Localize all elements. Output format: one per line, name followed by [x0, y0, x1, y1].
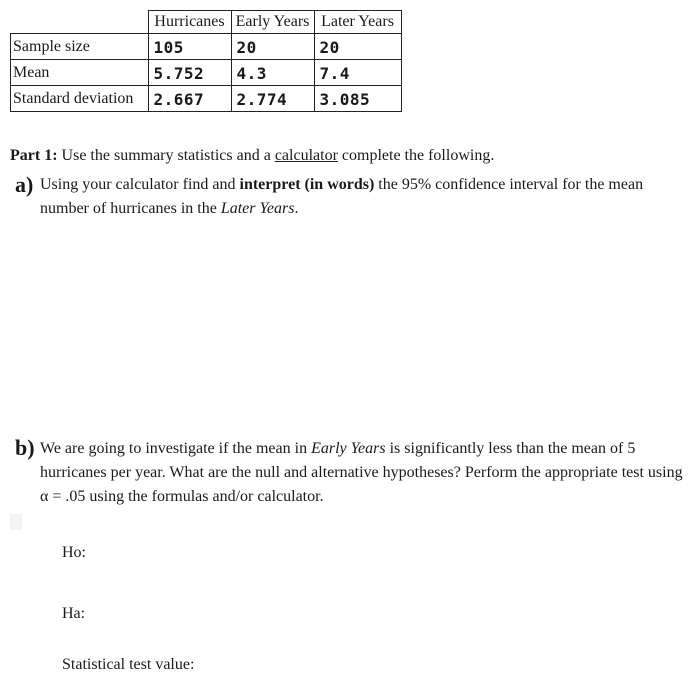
question-a-letter: a)	[15, 172, 34, 197]
cell-sample-size-later: 20	[314, 34, 401, 60]
summary-statistics-table	[10, 10, 402, 112]
table-row-mean	[11, 60, 402, 86]
null-hypothesis-label: Ho:	[62, 544, 86, 561]
column-header-hurricanes: Hurricanes	[148, 11, 231, 34]
question-a-later-years: Later Years	[220, 200, 295, 217]
part-1-text-before: Use the summary statistics and a	[57, 147, 275, 164]
cell-sd-hurricanes: 2.667	[148, 86, 231, 112]
table-corner-cell	[11, 11, 149, 34]
row-label-mean: Mean	[11, 60, 149, 86]
cell-mean-early: 4.3	[231, 60, 314, 86]
question-b-letter: b)	[15, 435, 35, 460]
part-1-instructions	[10, 147, 494, 165]
cell-sample-size-hurricanes: 105	[148, 34, 231, 60]
question-a-text	[40, 173, 680, 221]
cell-mean-hurricanes: 5.752	[148, 60, 231, 86]
table-row-sample-size	[11, 34, 402, 60]
cell-mean-later: 7.4	[314, 60, 401, 86]
test-statistic-label: Statistical test value:	[62, 656, 195, 673]
question-a-part-1: Using your calculator find and	[40, 176, 240, 193]
question-b-early-years: Early Years	[311, 440, 386, 457]
alternative-hypothesis-label: Ha:	[62, 605, 86, 622]
table-header-row	[11, 11, 402, 34]
scan-artifact	[10, 514, 22, 530]
part-1-calculator-word: calculator	[274, 147, 338, 164]
question-b-part-2: is significantly less than the mean of 5 hurricanes per year. What are the null and alternative hypotheses? Perform the appropriate test using α = .05 using the formulas and/or calculator.	[40, 440, 683, 505]
question-a-period: .	[294, 200, 299, 217]
column-header-early-years: Early Years	[231, 11, 314, 34]
table-row-standard-deviation	[11, 86, 402, 112]
column-header-later-years: Later Years	[314, 11, 401, 34]
part-1-text-after: complete the following.	[337, 147, 495, 164]
cell-sample-size-early: 20	[231, 34, 314, 60]
question-b-part-1: We are going to investigate if the mean in	[40, 440, 312, 457]
question-a-part-2: the 95% confidence interval for the mean number of hurricanes in the	[40, 176, 644, 217]
cell-sd-later: 3.085	[314, 86, 401, 112]
row-label-standard-deviation: Standard deviation	[11, 86, 149, 112]
cell-sd-early: 2.774	[231, 86, 314, 112]
row-label-sample-size: Sample size	[11, 34, 149, 60]
question-b-text	[40, 437, 692, 509]
question-a-emphasis: interpret (in words)	[239, 176, 375, 193]
part-1-label: Part 1:	[10, 147, 58, 164]
